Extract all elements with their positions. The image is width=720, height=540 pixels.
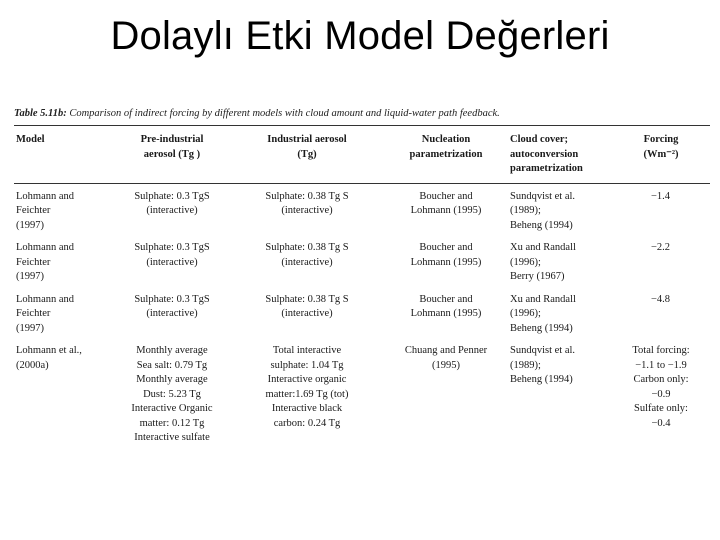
cell-nucleation: Boucher and Lohmann (1995) — [410, 190, 482, 216]
cell-industrial: Sulphate: 0.38 Tg S (interactive) — [265, 242, 349, 268]
cell-model: Lohmann and Feichter (1997) — [16, 242, 75, 282]
cell-industrial: Sulphate: 0.38 Tg S (interactive) — [265, 293, 349, 319]
cell-cloud-cover: Xu and Randall (1996); Beheng (1994) — [510, 293, 576, 334]
cell-nucleation: Chuang and Penner (1995) — [404, 345, 488, 371]
cell-pre-industrial: Monthly average Sea salt: 0.79 Tg Monthly average Dust: 5.23 Tg Interactive Organic matter: 0.12 Tg Interactive sulfate — [131, 345, 213, 443]
cell-industrial: Total interactive sulphate: 1.04 Tg Interactive organic matter:1.69 Tg (tot) Interactive black carbon: 0.24 Tg — [265, 345, 349, 429]
cell-pre-industrial: Sulphate: 0.3 TgS (interactive) — [134, 242, 210, 268]
table-row — [14, 338, 710, 448]
forcing-comparison-table — [14, 133, 710, 448]
header-nucleation: Nucleation parametrization — [384, 133, 508, 183]
table-caption — [14, 108, 710, 126]
cell-cloud-cover: Sundqvist et al. (1989); Beheng (1994) — [510, 190, 576, 231]
cell-forcing: −1.4 — [650, 190, 670, 202]
header-cloud-cover: Cloud cover; autoconversion parametrization — [508, 133, 612, 183]
cell-industrial: Sulphate: 0.38 Tg S (interactive) — [265, 190, 349, 216]
cell-forcing: −4.8 — [650, 293, 670, 305]
cell-model: Lohmann et al., (2000a) — [16, 345, 82, 371]
header-row — [14, 133, 710, 183]
caption-text: Comparison of indirect forcing by different models with cloud amount and liquid-water path feedback. — [66, 108, 500, 119]
cell-pre-industrial: Sulphate: 0.3 TgS (interactive) — [134, 293, 210, 319]
caption-label: Table 5.11b: — [14, 108, 67, 119]
cell-model: Lohmann and Feichter (1997) — [16, 190, 75, 231]
cell-nucleation: Boucher and Lohmann (1995) — [410, 242, 482, 268]
cell-cloud-cover: Sundqvist et al. (1989); Beheng (1994) — [510, 345, 576, 385]
comparison-table-figure — [14, 108, 710, 448]
header-pre-industrial: Pre-industrial aerosol (Tg ) — [114, 133, 230, 183]
header-forcing: Forcing (Wm⁻²) — [612, 133, 710, 183]
table-row — [14, 235, 710, 287]
cell-pre-industrial: Sulphate: 0.3 TgS (interactive) — [134, 190, 210, 216]
cell-cloud-cover: Xu and Randall (1996); Berry (1967) — [510, 242, 576, 282]
header-industrial: Industrial aerosol (Tg) — [230, 133, 384, 183]
table-row — [14, 183, 710, 235]
header-model: Model — [14, 133, 114, 183]
cell-model: Lohmann and Feichter (1997) — [16, 293, 75, 334]
cell-forcing: Total forcing: −1.1 to −1.9 Carbon only: −0.9 Sulfate only: −0.4 — [632, 345, 690, 429]
table-row — [14, 287, 710, 339]
cell-forcing: −2.2 — [650, 242, 670, 253]
slide-title: Dolaylı Etki Model Değerleri — [110, 14, 610, 58]
cell-nucleation: Boucher and Lohmann (1995) — [410, 293, 482, 319]
